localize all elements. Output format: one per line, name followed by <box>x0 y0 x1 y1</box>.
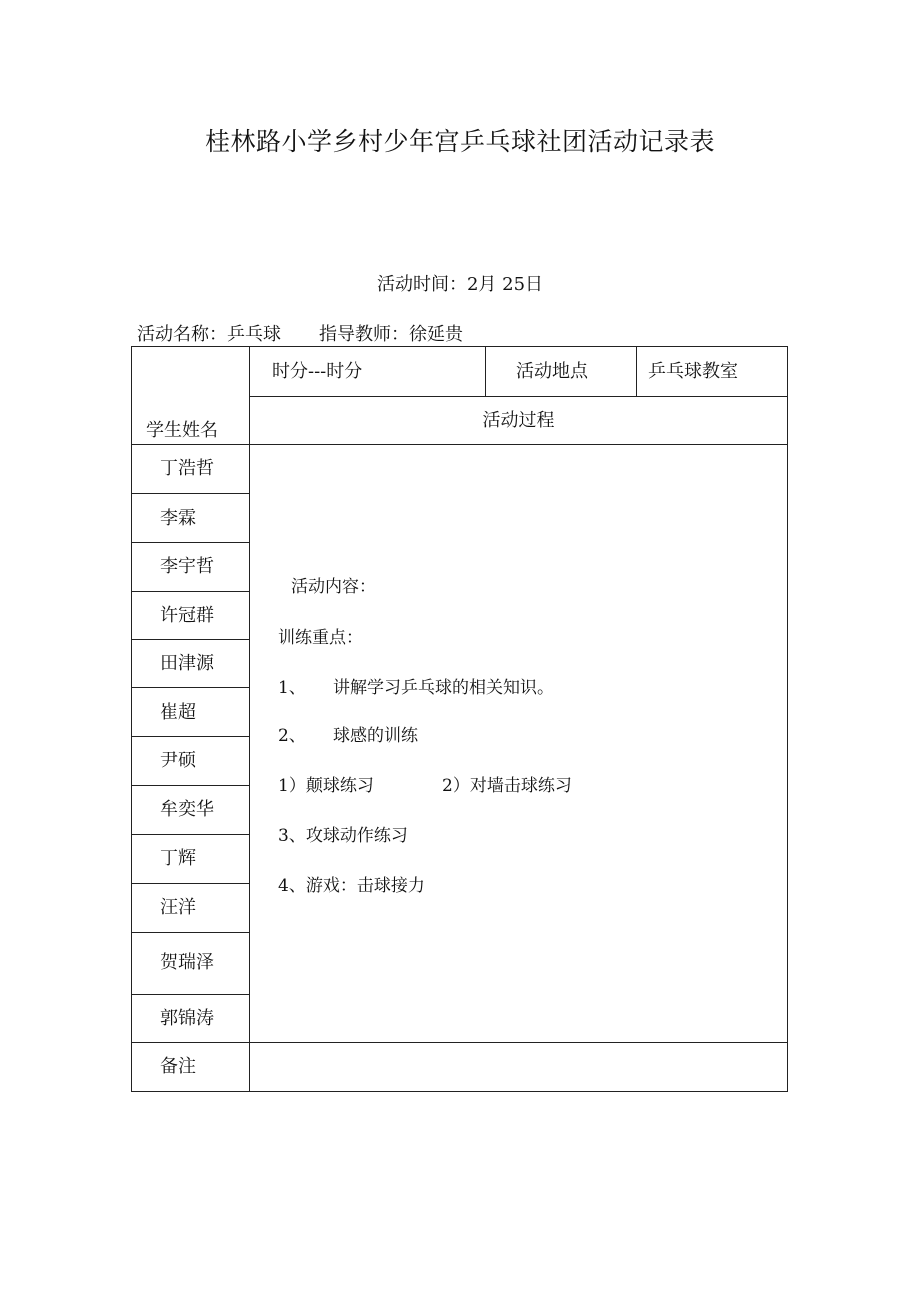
student-name: 李霖 <box>160 508 196 529</box>
content-sub-items <box>278 771 572 796</box>
student-name: 郭锦涛 <box>160 1008 214 1029</box>
time-cell: 时分---时分 <box>272 361 363 382</box>
table-divider-location <box>636 346 637 397</box>
content-item-3: 3、攻球动作练习 <box>278 826 408 846</box>
content-item-4: 4、游戏：击球接力 <box>278 876 425 896</box>
table-border-left <box>131 346 132 1092</box>
item-number: 2、 <box>278 726 306 746</box>
table-border-right <box>787 346 788 1092</box>
student-name: 尹硕 <box>160 750 196 771</box>
row-line <box>131 932 250 933</box>
training-focus: 训练重点： <box>278 628 363 648</box>
student-name: 崔超 <box>160 702 196 723</box>
student-name: 田津源 <box>160 653 214 674</box>
student-name-header: 学生姓名 <box>146 420 218 441</box>
student-name: 汪洋 <box>160 897 196 918</box>
row-line <box>131 591 250 592</box>
sub-item-2: 2）对墙击球练习 <box>442 776 572 796</box>
row-line <box>131 785 250 786</box>
location-label: 活动地点 <box>516 361 588 382</box>
item-text: 讲解学习乒乓球的相关知识。 <box>333 678 554 698</box>
student-name: 牟奕华 <box>160 799 214 820</box>
student-name: 丁浩哲 <box>160 458 214 479</box>
table-divider-name-col <box>249 346 250 1092</box>
row-line <box>131 883 250 884</box>
process-header: 活动过程 <box>482 410 555 431</box>
table-divider-header-row <box>249 396 788 397</box>
row-line <box>131 639 250 640</box>
item-number: 1、 <box>278 678 306 698</box>
row-line <box>131 994 250 995</box>
table-divider-time <box>485 346 486 397</box>
item-text: 球感的训练 <box>333 726 418 746</box>
student-name: 贺瑞泽 <box>160 952 214 973</box>
row-line <box>131 687 250 688</box>
instructor-name: 指导教师：徐延贵 <box>319 324 463 345</box>
remarks-label: 备注 <box>160 1056 196 1077</box>
activity-time: 活动时间：2月 25日 <box>376 274 544 295</box>
row-line <box>131 493 250 494</box>
page-title: 桂林路小学乡村少年宫乒乓球社团活动记录表 <box>204 127 715 156</box>
student-name: 丁辉 <box>160 848 196 869</box>
location-value: 乒乓球教室 <box>648 361 738 382</box>
row-line-remarks <box>131 1042 788 1043</box>
row-line <box>131 542 250 543</box>
row-line <box>131 736 250 737</box>
activity-name: 活动名称：乒乓球 <box>137 324 281 345</box>
table-border-bottom <box>131 1091 788 1092</box>
table-border-top <box>131 346 788 347</box>
row-line <box>131 834 250 835</box>
activity-info-line <box>137 320 463 346</box>
student-name: 李宇哲 <box>160 556 214 577</box>
content-heading: 活动内容： <box>291 577 376 597</box>
sub-item-1: 1）颠球练习 <box>278 776 374 796</box>
content-item-2 <box>278 721 418 746</box>
table-divider-header-bottom <box>131 444 788 445</box>
content-item-1 <box>278 673 554 698</box>
student-name: 许冠群 <box>160 605 214 626</box>
